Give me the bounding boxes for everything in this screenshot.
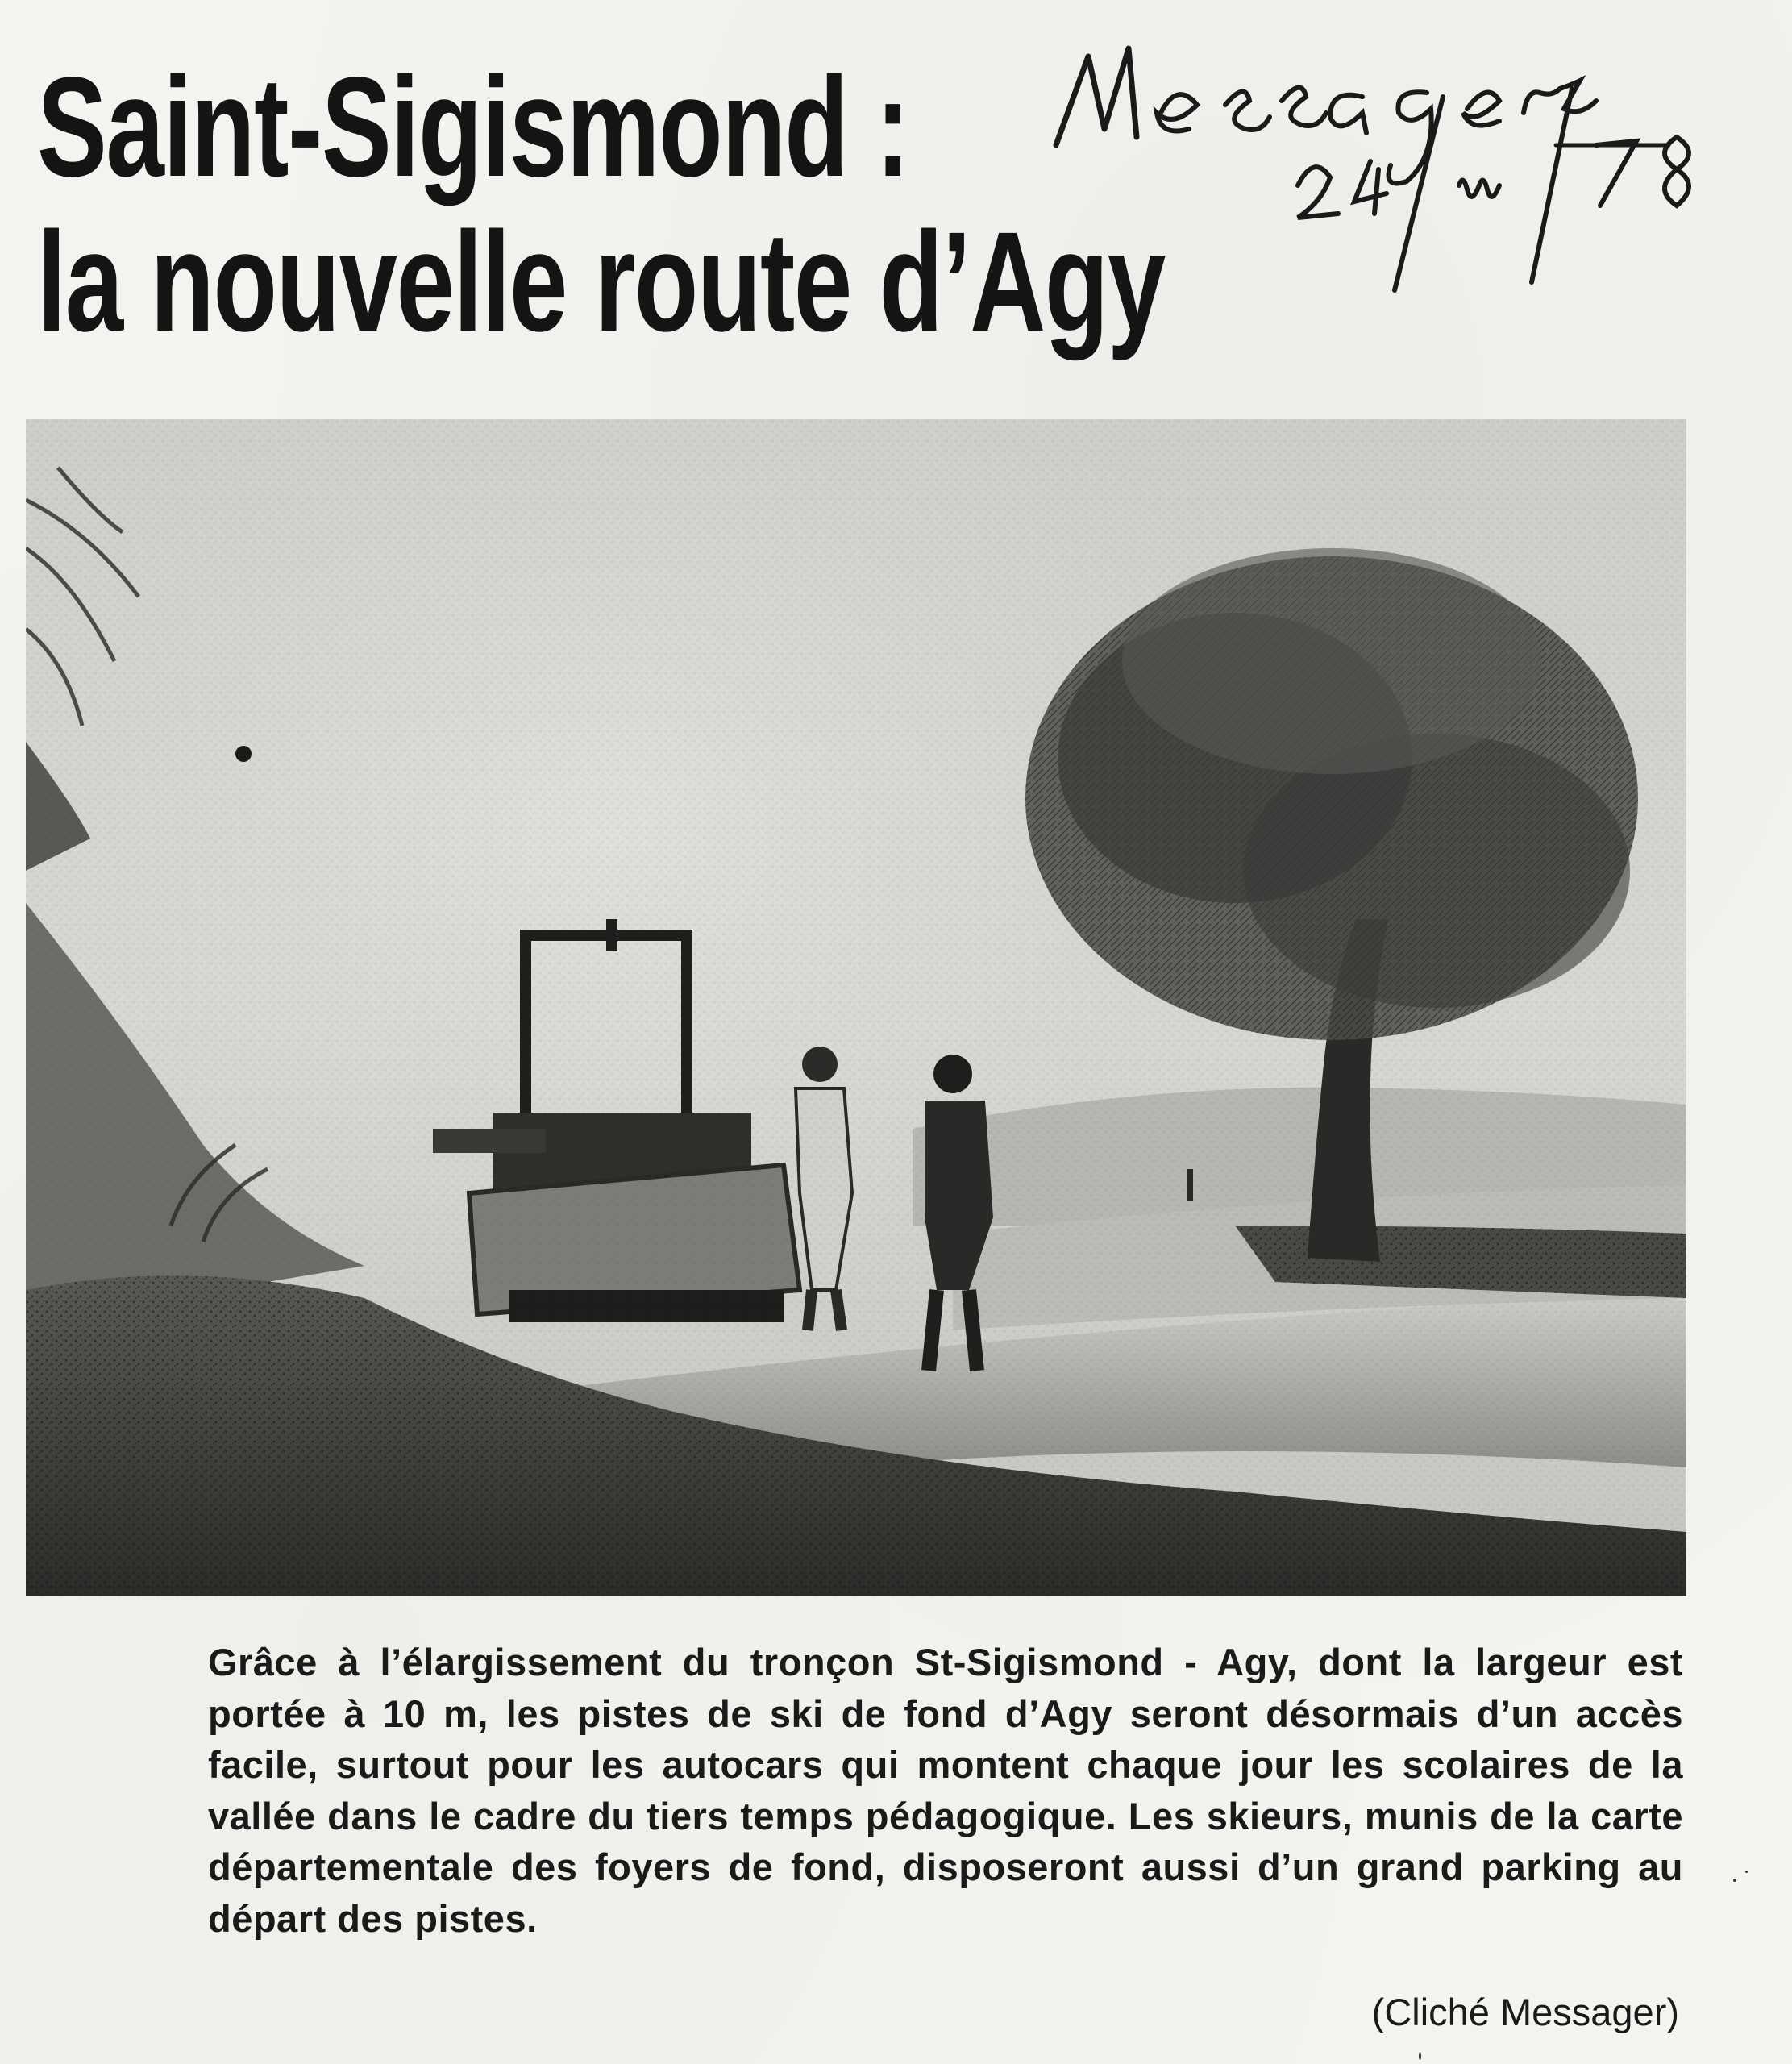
handwritten-annotation xyxy=(1040,24,1782,314)
headline-line-2: la nouvelle route d’Agy xyxy=(37,203,1165,361)
news-photo-image xyxy=(26,419,1686,1596)
handwritten-source xyxy=(1056,48,1596,184)
handwritten-annotation-drawing xyxy=(1040,24,1782,314)
photo-caption: Grâce à l’élargissement du tronçon St-Sigismond - Agy, dont la largeur est portée à 10 m, les pistes de ski de fond d’Agy seront désormais d’un accès facile, surtout pour les autocars qui montent chaque jour les scolaires de la vallée dans le cadre du tiers temps pédagogique. Les skieurs, munis de la carte départementale des foyers de fond, disposeront aussi d’un grand parking au départ des pistes. xyxy=(208,1641,1683,1940)
photo-credit: (Cliché Messager) xyxy=(1371,1991,1679,2033)
headline-line-1: Saint-Sigismond : xyxy=(37,48,909,206)
news-photo xyxy=(26,419,1686,1596)
